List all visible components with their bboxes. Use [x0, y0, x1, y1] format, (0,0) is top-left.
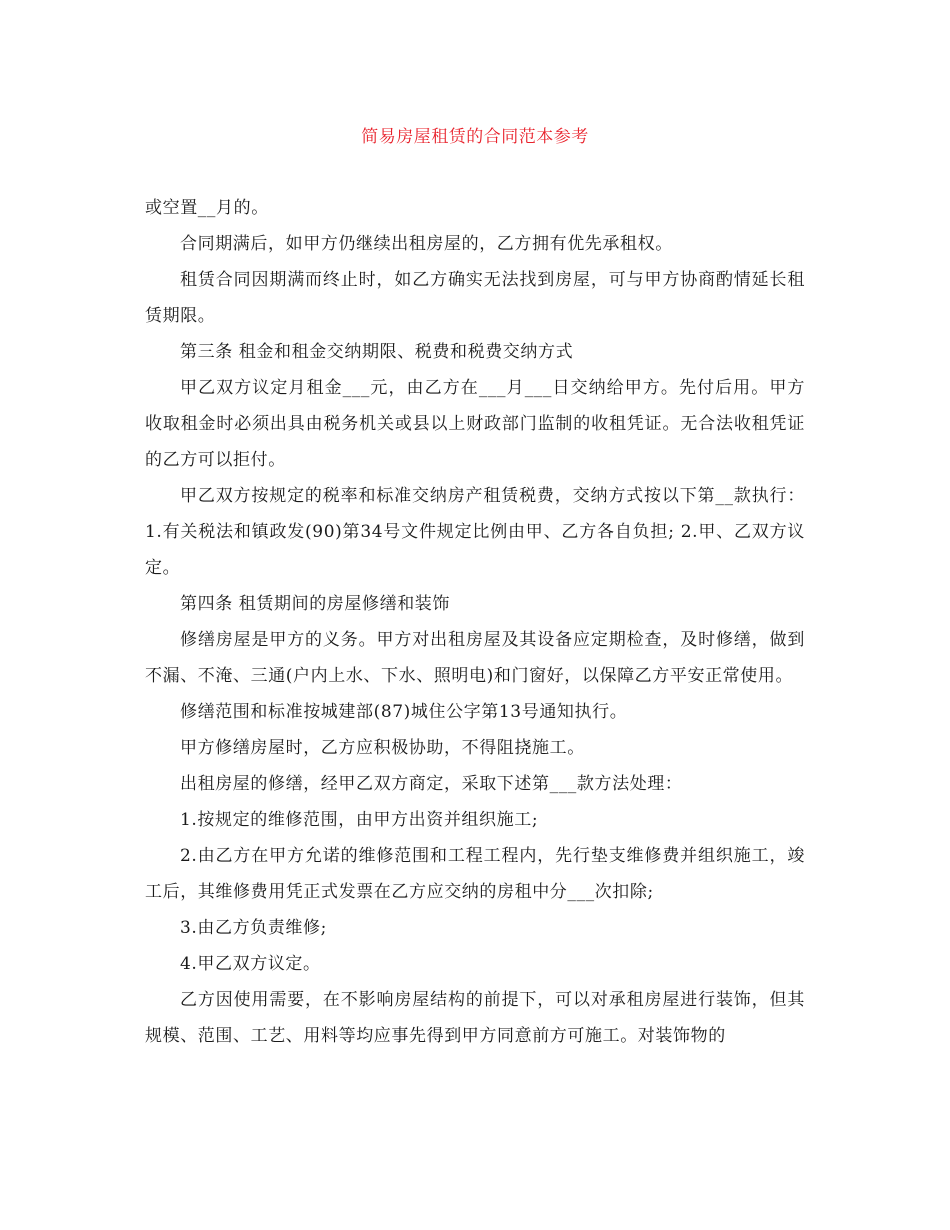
paragraph: 修缮房屋是甲方的义务。甲方对出租房屋及其设备应定期检查，及时修缮，做到不漏、不淹、三通(户内上水、下水、照明电)和门窗好，以保障乙方平安正常使用。: [145, 630, 805, 686]
list-item: 2.由乙方在甲方允诺的维修范围和工程工程内，先行垫支维修费并组织施工，竣工后，其维修费用凭正式发票在乙方应交纳的房租中分___次扣除;: [145, 846, 805, 902]
document-title: 简易房屋租赁的合同范本参考: [361, 127, 589, 147]
paragraph: 租赁合同因期满而终止时，如乙方确实无法找到房屋，可与甲方协商酌情延长租赁期限。: [145, 270, 805, 326]
paragraph: 甲乙双方按规定的税率和标准交纳房产租赁税费，交纳方式按以下第__款执行： 1.有关税法和镇政发(90)第34号文件规定比例由甲、乙方各自负担; 2.甲、乙双方议定。: [145, 486, 805, 578]
section-heading: 第三条 租金和租金交纳期限、税费和税费交纳方式: [180, 342, 574, 362]
list-item: 4.甲乙双方议定。: [180, 954, 321, 974]
paragraph: 乙方因使用需要，在不影响房屋结构的前提下，可以对承租房屋进行装饰，但其规模、范围、工艺、用料等均应事先得到甲方同意前方可施工。对装饰物的: [145, 990, 805, 1046]
list-item: 3.由乙方负责维修;: [180, 918, 327, 938]
paragraph: 甲方修缮房屋时，乙方应积极协助，不得阻挠施工。: [180, 738, 585, 758]
paragraph: 修缮范围和标准按城建部(87)城住公字第13号通知执行。: [180, 702, 628, 722]
paragraph: 甲乙双方议定月租金___元，由乙方在___月___日交纳给甲方。先付后用。甲方收取租金时必须出具由税务机关或县以上财政部门监制的收租凭证。无合法收租凭证的乙方可以拒付。: [145, 378, 805, 470]
list-item: 1.按规定的维修范围，由甲方出资并组织施工;: [180, 810, 539, 830]
section-heading: 第四条 租赁期间的房屋修缮和装饰: [180, 594, 451, 614]
paragraph: 出租房屋的修缮，经甲乙双方商定，采取下述第___款方法处理：: [180, 774, 683, 794]
paragraph: 合同期满后，如甲方仍继续出租房屋的，乙方拥有优先承租权。: [180, 234, 673, 254]
paragraph: 或空置__月的。: [145, 198, 269, 218]
document-body: [145, 190, 805, 1054]
